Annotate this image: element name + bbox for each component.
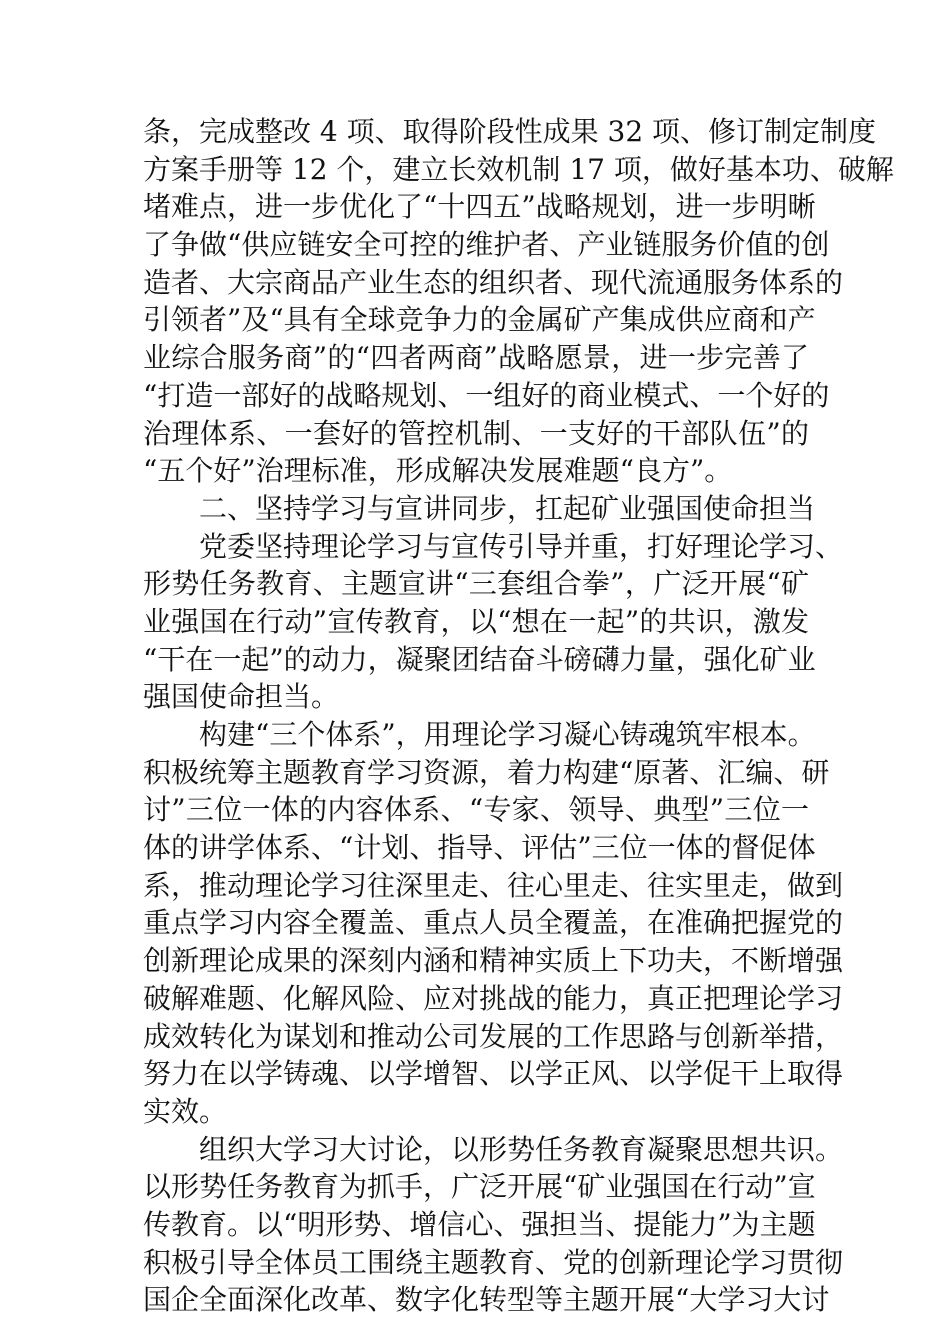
text-line: 创新理论成果的深刻内涵和精神实质上下功夫，不断增强 (143, 944, 844, 978)
paragraph-big-study (143, 1131, 844, 1319)
text-line: 积极引导全体员工围绕主题教育、党的创新理论学习贯彻 (143, 1245, 844, 1279)
text-line: 积极统筹主题教育学习资源，着力构建“原著、汇编、研 (143, 755, 830, 789)
text-line: 引领者”及“具有全球竞争力的金属矿产集成供应商和产 (143, 303, 816, 337)
text-line: 业强国在行动”宣传教育，以“想在一起”的共识，激发 (143, 604, 809, 638)
text-line: 形势任务教育、主题宣讲“三套组合拳”，广泛开展“矿 (143, 567, 809, 601)
text-line: 构建“三个体系”，用理论学习凝心铸魂筑牢根本。 (199, 718, 816, 751)
text-line: 以形势任务教育为抓手，广泛开展“矿业强国在行动”宣 (143, 1170, 816, 1204)
text-line: 努力在以学铸魂、以学增智、以学正风、以学促干上取得 (143, 1057, 844, 1091)
text-line: 国企全面深化改革、数字化转型等主题开展“大学习大讨 (143, 1283, 830, 1317)
text-line: “五个好”治理标准，形成解决发展难题“良方”。 (143, 454, 733, 488)
text-line: 实效。 (143, 1094, 228, 1128)
heading-line: 二、坚持学习与宣讲同步，扛起矿业强国使命担当 (199, 491, 816, 525)
text-line: “干在一起”的动力，凝聚团结奋斗磅礴力量，强化矿业 (143, 642, 816, 676)
paragraph-three-systems (143, 716, 844, 1131)
text-line: 党委坚持理论学习与宣传引导并重，打好理论学习、 (199, 529, 844, 563)
text-line: 体的讲学体系、“计划、指导、评估”三位一体的督促体 (143, 831, 816, 865)
text-line: 方案手册等 12 个，建立长效机制 17 项，做好基本功、破解 (143, 152, 894, 186)
text-line: 业综合服务商”的“四者两商”战略愿景，进一步完善了 (143, 341, 809, 375)
text-line: 破解难题、化解风险、应对挑战的能力，真正把理论学习 (143, 981, 844, 1015)
text-line: 条，完成整改 4 项、取得阶段性成果 32 项、修订制定制度 (143, 115, 877, 148)
document-body (143, 113, 894, 1319)
text-line: 治理体系、一套好的管控机制、一支好的干部队伍”的 (143, 416, 809, 450)
text-line: 重点学习内容全覆盖、重点人员全覆盖，在准确把握党的 (143, 906, 844, 940)
text-line: 造者、大宗商品产业生态的组织者、现代流通服务体系的 (143, 265, 844, 299)
text-line: 系，推动理论学习往深里走、往心里走、往实里走，做到 (143, 868, 844, 902)
paragraph-party-committee (143, 528, 844, 716)
section-heading (143, 490, 816, 528)
text-line: 组织大学习大讨论，以形势任务教育凝聚思想共识。 (199, 1132, 844, 1166)
paragraph-achievements (143, 113, 894, 490)
text-line: 强国使命担当。 (143, 680, 340, 714)
text-line: 成效转化为谋划和推动公司发展的工作思路与创新举措， (143, 1019, 844, 1053)
text-line: 讨”三位一体的内容体系、“专家、领导、典型”三位一 (143, 793, 809, 827)
text-line: 堵难点，进一步优化了“十四五”战略规划，进一步明晰 (143, 190, 816, 224)
text-line: 传教育。以“明形势、增信心、强担当、提能力”为主题 (143, 1207, 816, 1241)
text-line: 了争做“供应链安全可控的维护者、产业链服务价值的创 (143, 228, 830, 262)
text-line: “打造一部好的战略规划、一组好的商业模式、一个好的 (143, 378, 830, 412)
